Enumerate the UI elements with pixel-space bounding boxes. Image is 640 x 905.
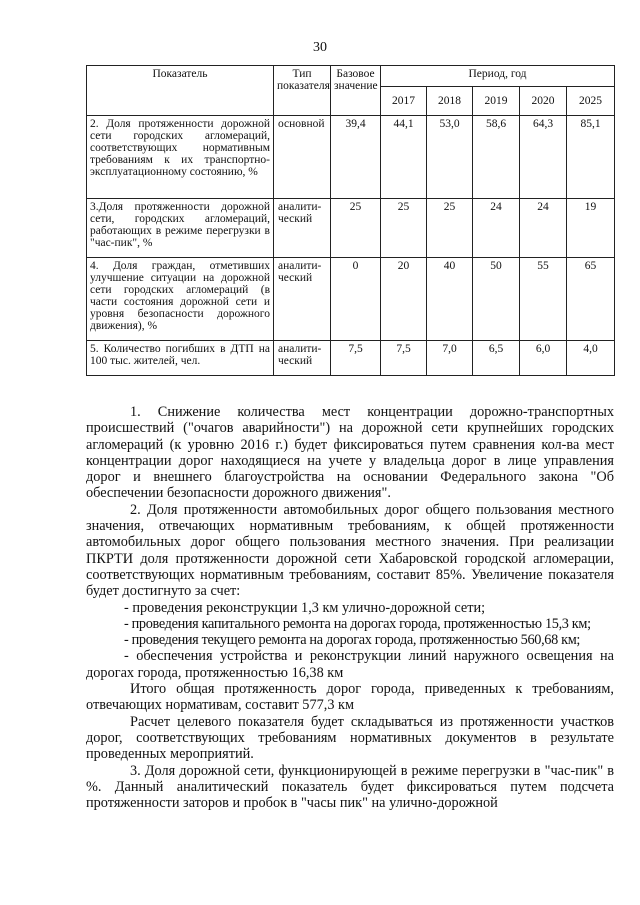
table-row (87, 258, 615, 341)
row-value-2019: 58,6 (473, 116, 520, 199)
row-value-2025: 65 (567, 258, 615, 341)
row-indicator-name: 4. Доля граждан, отметивших улучшение ситуации на дорожной сети городских агломераций (в части состояния дорожной сети и уровня безопасности дорожного движения), % (87, 258, 274, 341)
table-row (87, 199, 615, 258)
header-base: Базовое значение (331, 66, 381, 116)
row-base-value: 25 (331, 199, 381, 258)
row-value-2019: 24 (473, 199, 520, 258)
header-year: 2025 (567, 87, 615, 116)
table-header-row (87, 66, 615, 87)
row-value-2019: 6,5 (473, 341, 520, 376)
paragraph-total-length: Итого общая протяженность дорог города, приведенных к требованиям, отвечающих нормативам, составит 577,3 км (86, 681, 614, 714)
row-value-2018: 25 (427, 199, 473, 258)
row-value-2020: 24 (520, 199, 567, 258)
body-text (86, 404, 614, 811)
row-base-value: 7,5 (331, 341, 381, 376)
header-year: 2020 (520, 87, 567, 116)
row-value-2017: 20 (381, 258, 427, 341)
bullet-reconstruction: - проведения реконструкции 1,3 км улично-дорожной сети; (124, 599, 486, 616)
row-value-2018: 7,0 (427, 341, 473, 376)
row-indicator-name: 2. Доля протяженности дорожной сети городских агломераций, соответствующих нормативным требованиям к их транспортно-эксплуатационному состоянию, % (87, 116, 274, 199)
row-value-2020: 64,3 (520, 116, 567, 199)
table-row (87, 341, 615, 376)
paragraph-road-share: 2. Доля протяженности автомобильных дорог общего пользования местного значения, отвечающих нормативным требованиям, к общей протяженности автомобильных дорог общего пользования местного значения. При реализации ПКРТИ доля протяженности дорожной сети Хабаровской городской агломерации, соответствующих нормативным требованиям, составит 85%. Увеличение показателя будет достигнуто за счет: (86, 501, 614, 600)
indicators-table (86, 65, 615, 376)
row-value-2025: 19 (567, 199, 615, 258)
header-year: 2018 (427, 87, 473, 116)
row-indicator-name: 5. Количество погибших в ДТП на 100 тыс. жителей, чел. (87, 341, 274, 376)
row-value-2017: 44,1 (381, 116, 427, 199)
row-value-2025: 4,0 (567, 341, 615, 376)
row-indicator-name: 3.Доля протяженности дорожной сети, городских агломераций, работающих в режиме перегрузки в "час-пик", % (87, 199, 274, 258)
row-base-value: 39,4 (331, 116, 381, 199)
header-year: 2017 (381, 87, 427, 116)
row-value-2019: 50 (473, 258, 520, 341)
row-type: аналити-ческий (274, 341, 331, 376)
bullet-lighting: - обеспечения устройства и реконструкции линий наружного освещения на дорогах города, протяженностью 16,38 км (86, 648, 614, 681)
row-type: аналити-ческий (274, 258, 331, 341)
row-value-2025: 85,1 (567, 116, 615, 199)
paragraph-calculation: Расчет целевого показателя будет складываться из протяженности участков дорог, соответствующих требованиям нормативных документов в результате проведенных мероприятий. (86, 713, 614, 763)
row-value-2017: 25 (381, 199, 427, 258)
row-value-2020: 6,0 (520, 341, 567, 376)
row-type: основной (274, 116, 331, 199)
row-value-2018: 53,0 (427, 116, 473, 199)
row-value-2018: 40 (427, 258, 473, 341)
header-year: 2019 (473, 87, 520, 116)
row-value-2017: 7,5 (381, 341, 427, 376)
row-type: аналити-ческий (274, 199, 331, 258)
header-indicator: Показатель (87, 66, 274, 116)
row-value-2020: 55 (520, 258, 567, 341)
paragraph-hotspots: 1. Снижение количества мест концентрации дорожно-транспортных происшествий ("очагов аварийности") на дорожной сети крупнейших городских агломераций (к уровню 2016 г.) будет фиксироваться путем сравнения кол-ва мест концентрации дорог находящиеся на учете у владельца дорог в лице управления дорог и внешнего благоустройства на основании Федерального закона "Об обеспечении безопасности дорожного движения". (86, 404, 614, 502)
header-type: Тип показателя (274, 66, 331, 116)
header-period: Период, год (381, 66, 615, 87)
table-row (87, 116, 615, 199)
row-base-value: 0 (331, 258, 381, 341)
paragraph-congestion: 3. Доля дорожной сети, функционирующей в режиме перегрузки в "час-пик" в %. Данный аналитический показатель будет фиксироваться путем подсчета протяженности заторов и пробок в "часы пик" на улично-дорожной (86, 762, 614, 812)
page-number: 30 (313, 40, 327, 55)
bullet-current-repair: - проведения текущего ремонта на дорогах города, протяженностью 560,68 км; (124, 632, 581, 649)
bullet-capital-repair: - проведения капитального ремонта на дорогах города, протяженностью 15,3 км; (124, 615, 591, 632)
